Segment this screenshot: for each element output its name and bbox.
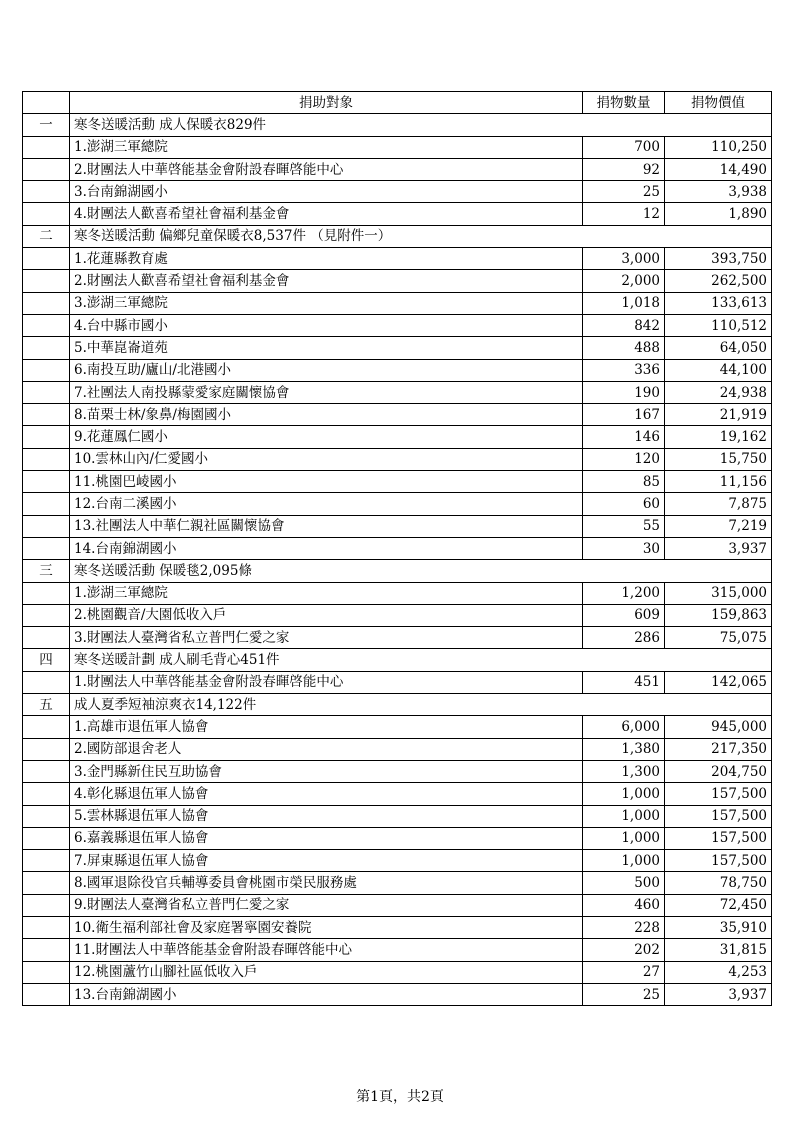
donation-value: 31,815	[665, 939, 772, 961]
row-indent-cell	[23, 471, 70, 493]
donation-quantity: 842	[583, 314, 665, 336]
recipient-name: 2.國防部退舍老人	[70, 738, 583, 760]
donation-quantity: 12	[583, 203, 665, 225]
donation-quantity: 25	[583, 181, 665, 203]
recipient-name: 2.桃園觀音/大園低收入戶	[70, 604, 583, 626]
donation-quantity: 609	[583, 604, 665, 626]
donation-quantity: 60	[583, 493, 665, 515]
recipient-name: 6.嘉義縣退伍軍人協會	[70, 827, 583, 849]
donation-quantity: 1,200	[583, 582, 665, 604]
row-indent-cell	[23, 716, 70, 738]
recipient-name: 6.南投互助/廬山/北港國小	[70, 359, 583, 381]
donation-quantity: 25	[583, 983, 665, 1005]
recipient-name: 1.高雄市退伍軍人協會	[70, 716, 583, 738]
donation-quantity: 1,018	[583, 292, 665, 314]
donation-value: 24,938	[665, 381, 772, 403]
recipient-name: 10.衛生福利部社會及家庭署寧園安養院	[70, 916, 583, 938]
table-row	[23, 738, 772, 760]
donation-value: 142,065	[665, 671, 772, 693]
row-indent-cell	[23, 381, 70, 403]
table-row	[23, 872, 772, 894]
donation-value: 11,156	[665, 471, 772, 493]
donation-value: 110,250	[665, 136, 772, 158]
table-row	[23, 515, 772, 537]
donation-value: 7,219	[665, 515, 772, 537]
section-header-row	[23, 225, 772, 247]
donation-value: 3,937	[665, 537, 772, 559]
section-title: 寒冬送暖活動 成人保暖衣829件	[70, 114, 772, 136]
section-header-row	[23, 694, 772, 716]
recipient-name: 14.台南錦湖國小	[70, 537, 583, 559]
row-indent-cell	[23, 783, 70, 805]
donation-value: 35,910	[665, 916, 772, 938]
donation-quantity: 92	[583, 158, 665, 180]
donation-value: 44,100	[665, 359, 772, 381]
donation-quantity: 190	[583, 381, 665, 403]
recipient-name: 11.桃園巴崚國小	[70, 471, 583, 493]
recipient-name: 4.彰化縣退伍軍人協會	[70, 783, 583, 805]
donation-quantity: 500	[583, 872, 665, 894]
donation-quantity: 1,000	[583, 827, 665, 849]
row-indent-cell	[23, 314, 70, 336]
section-number: 三	[23, 560, 70, 582]
donation-value: 110,512	[665, 314, 772, 336]
table-row	[23, 805, 772, 827]
table-row	[23, 471, 772, 493]
donation-table-body	[23, 92, 772, 1006]
donation-quantity: 286	[583, 627, 665, 649]
row-indent-cell	[23, 448, 70, 470]
header-target: 捐助對象	[70, 92, 583, 114]
table-row	[23, 760, 772, 782]
section-title: 寒冬送暖活動 保暖毯2,095條	[70, 560, 772, 582]
row-indent-cell	[23, 493, 70, 515]
row-indent-cell	[23, 248, 70, 270]
header-index	[23, 92, 70, 114]
table-row	[23, 627, 772, 649]
section-title: 寒冬送暖計劃 成人刷毛背心451件	[70, 649, 772, 671]
donation-quantity: 2,000	[583, 270, 665, 292]
table-row	[23, 292, 772, 314]
row-indent-cell	[23, 805, 70, 827]
donation-value: 262,500	[665, 270, 772, 292]
table-row	[23, 404, 772, 426]
section-header-row	[23, 649, 772, 671]
donation-quantity: 55	[583, 515, 665, 537]
section-number: 四	[23, 649, 70, 671]
row-indent-cell	[23, 337, 70, 359]
recipient-name: 1.澎湖三軍總院	[70, 582, 583, 604]
recipient-name: 3.財團法人臺灣省私立普門仁愛之家	[70, 627, 583, 649]
donation-quantity: 167	[583, 404, 665, 426]
row-indent-cell	[23, 627, 70, 649]
table-header-row	[23, 92, 772, 114]
header-quantity: 捐物數量	[583, 92, 665, 114]
row-indent-cell	[23, 582, 70, 604]
row-indent-cell	[23, 604, 70, 626]
row-indent-cell	[23, 850, 70, 872]
table-row	[23, 582, 772, 604]
table-row	[23, 983, 772, 1005]
donation-value: 1,890	[665, 203, 772, 225]
donation-quantity: 1,000	[583, 783, 665, 805]
donation-value: 64,050	[665, 337, 772, 359]
table-row	[23, 426, 772, 448]
recipient-name: 3.金門縣新住民互助協會	[70, 760, 583, 782]
table-row	[23, 136, 772, 158]
recipient-name: 12.桃園蘆竹山腳社區低收入戶	[70, 961, 583, 983]
table-row	[23, 783, 772, 805]
table-row	[23, 493, 772, 515]
table-row	[23, 671, 772, 693]
row-indent-cell	[23, 404, 70, 426]
table-row	[23, 270, 772, 292]
table-row	[23, 337, 772, 359]
donation-quantity: 27	[583, 961, 665, 983]
table-row	[23, 203, 772, 225]
donation-table	[22, 91, 772, 1006]
table-row	[23, 939, 772, 961]
donation-quantity: 202	[583, 939, 665, 961]
donation-value: 157,500	[665, 827, 772, 849]
table-row	[23, 894, 772, 916]
recipient-name: 10.雲林山內/仁愛國小	[70, 448, 583, 470]
donation-value: 157,500	[665, 783, 772, 805]
donation-value: 14,490	[665, 158, 772, 180]
page-footer: 第1頁，共2頁	[356, 1089, 444, 1105]
row-indent-cell	[23, 760, 70, 782]
table-row	[23, 181, 772, 203]
recipient-name: 8.國軍退除役官兵輔導委員會桃園市榮民服務處	[70, 872, 583, 894]
recipient-name: 5.中華崑崙道苑	[70, 337, 583, 359]
recipient-name: 1.花蓮縣教育處	[70, 248, 583, 270]
row-indent-cell	[23, 916, 70, 938]
section-header-row	[23, 114, 772, 136]
donation-value: 204,750	[665, 760, 772, 782]
donation-value: 945,000	[665, 716, 772, 738]
table-row	[23, 381, 772, 403]
donation-quantity: 3,000	[583, 248, 665, 270]
row-indent-cell	[23, 872, 70, 894]
donation-quantity: 1,000	[583, 850, 665, 872]
donation-value: 19,162	[665, 426, 772, 448]
row-indent-cell	[23, 983, 70, 1005]
donation-value: 15,750	[665, 448, 772, 470]
row-indent-cell	[23, 181, 70, 203]
recipient-name: 3.台南錦湖國小	[70, 181, 583, 203]
section-title: 成人夏季短袖涼爽衣14,122件	[70, 694, 772, 716]
donation-value: 157,500	[665, 805, 772, 827]
recipient-name: 5.雲林縣退伍軍人協會	[70, 805, 583, 827]
donation-value: 78,750	[665, 872, 772, 894]
donation-quantity: 228	[583, 916, 665, 938]
donation-quantity: 1,000	[583, 805, 665, 827]
recipient-name: 9.財團法人臺灣省私立普門仁愛之家	[70, 894, 583, 916]
donation-value: 75,075	[665, 627, 772, 649]
recipient-name: 12.台南二溪國小	[70, 493, 583, 515]
section-header-row	[23, 560, 772, 582]
row-indent-cell	[23, 827, 70, 849]
donation-quantity: 700	[583, 136, 665, 158]
donation-quantity: 336	[583, 359, 665, 381]
recipient-name: 7.屏東縣退伍軍人協會	[70, 850, 583, 872]
row-indent-cell	[23, 136, 70, 158]
row-indent-cell	[23, 961, 70, 983]
row-indent-cell	[23, 426, 70, 448]
section-number: 一	[23, 114, 70, 136]
donation-value: 21,919	[665, 404, 772, 426]
recipient-name: 4.財團法人歡喜希望社會福利基金會	[70, 203, 583, 225]
donation-value: 72,450	[665, 894, 772, 916]
recipient-name: 11.財團法人中華啓能基金會附設春暉啓能中心	[70, 939, 583, 961]
donation-value: 157,500	[665, 850, 772, 872]
recipient-name: 1.澎湖三軍總院	[70, 136, 583, 158]
table-row	[23, 850, 772, 872]
row-indent-cell	[23, 939, 70, 961]
header-value: 捐物價值	[665, 92, 772, 114]
donation-quantity: 120	[583, 448, 665, 470]
row-indent-cell	[23, 158, 70, 180]
donation-value: 7,875	[665, 493, 772, 515]
table-row	[23, 158, 772, 180]
recipient-name: 2.財團法人歡喜希望社會福利基金會	[70, 270, 583, 292]
donation-value: 4,253	[665, 961, 772, 983]
table-row	[23, 537, 772, 559]
table-row	[23, 961, 772, 983]
table-row	[23, 248, 772, 270]
donation-quantity: 1,300	[583, 760, 665, 782]
row-indent-cell	[23, 270, 70, 292]
donation-value: 217,350	[665, 738, 772, 760]
table-row	[23, 716, 772, 738]
donation-quantity: 146	[583, 426, 665, 448]
table-row	[23, 448, 772, 470]
section-number: 五	[23, 694, 70, 716]
recipient-name: 7.社團法人南投縣蒙愛家庭關懷協會	[70, 381, 583, 403]
donation-quantity: 488	[583, 337, 665, 359]
donation-value: 159,863	[665, 604, 772, 626]
donation-quantity: 1,380	[583, 738, 665, 760]
table-row	[23, 916, 772, 938]
row-indent-cell	[23, 292, 70, 314]
donation-quantity: 6,000	[583, 716, 665, 738]
table-row	[23, 604, 772, 626]
recipient-name: 13.社團法人中華仁親社區關懷協會	[70, 515, 583, 537]
row-indent-cell	[23, 359, 70, 381]
row-indent-cell	[23, 515, 70, 537]
recipient-name: 2.財團法人中華啓能基金會附設春暉啓能中心	[70, 158, 583, 180]
row-indent-cell	[23, 671, 70, 693]
donation-value: 3,937	[665, 983, 772, 1005]
recipient-name: 13.台南錦湖國小	[70, 983, 583, 1005]
recipient-name: 4.台中縣市國小	[70, 314, 583, 336]
donation-value: 393,750	[665, 248, 772, 270]
donation-quantity: 30	[583, 537, 665, 559]
recipient-name: 3.澎湖三軍總院	[70, 292, 583, 314]
section-title: 寒冬送暖活動 偏鄉兒童保暖衣8,537件 （見附件一）	[70, 225, 772, 247]
recipient-name: 1.財團法人中華啓能基金會附設春暉啓能中心	[70, 671, 583, 693]
row-indent-cell	[23, 203, 70, 225]
row-indent-cell	[23, 738, 70, 760]
donation-quantity: 85	[583, 471, 665, 493]
recipient-name: 8.苗栗士林/象鼻/梅園國小	[70, 404, 583, 426]
row-indent-cell	[23, 537, 70, 559]
donation-quantity: 451	[583, 671, 665, 693]
row-indent-cell	[23, 894, 70, 916]
table-row	[23, 359, 772, 381]
donation-quantity: 460	[583, 894, 665, 916]
donation-value: 3,938	[665, 181, 772, 203]
table-row	[23, 827, 772, 849]
donation-value: 315,000	[665, 582, 772, 604]
section-number: 二	[23, 225, 70, 247]
table-row	[23, 314, 772, 336]
recipient-name: 9.花蓮鳳仁國小	[70, 426, 583, 448]
donation-value: 133,613	[665, 292, 772, 314]
